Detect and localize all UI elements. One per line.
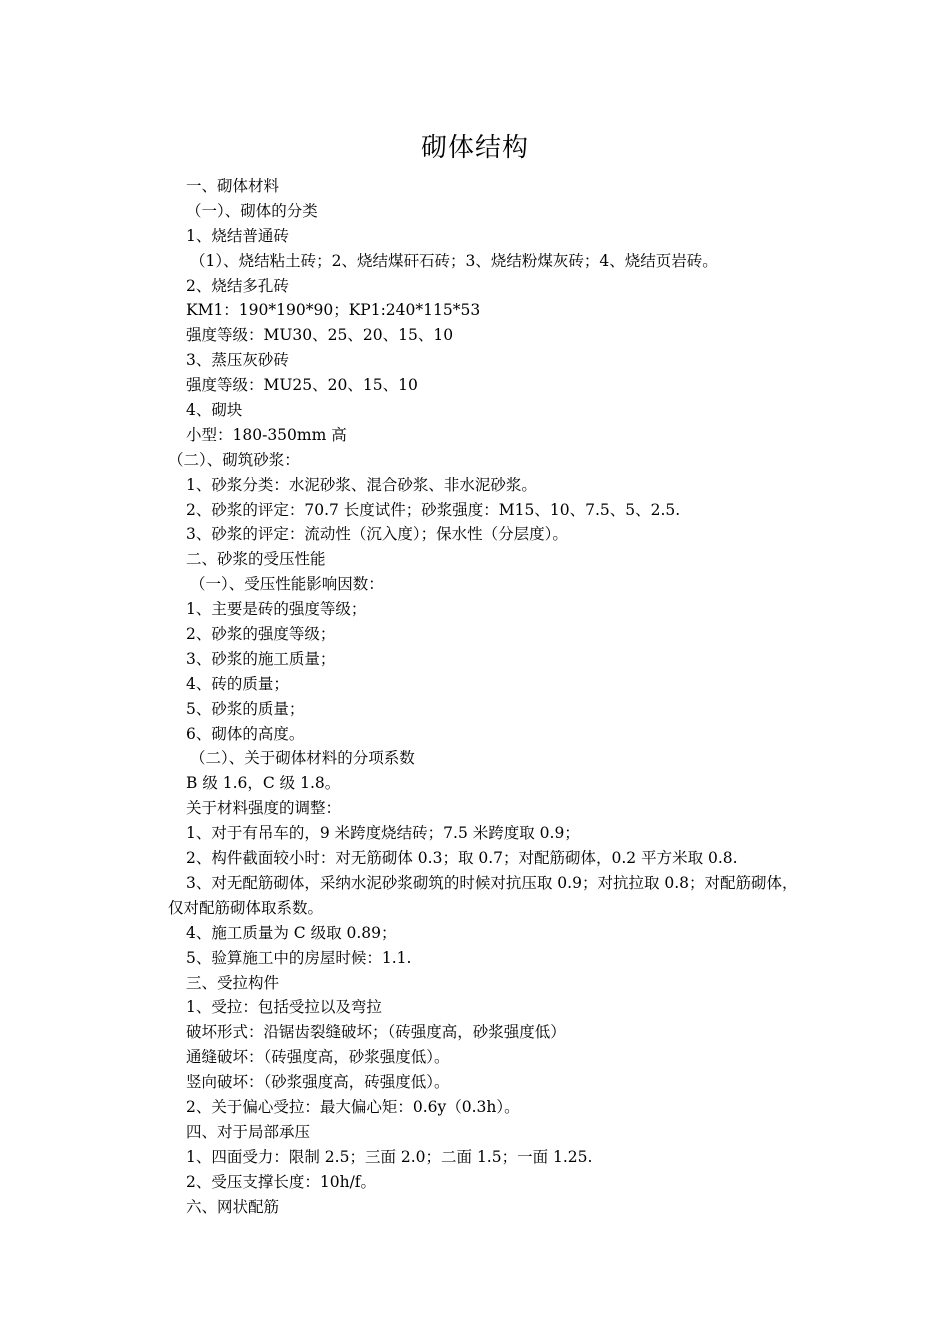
body-line: 1、砂浆分类：水泥砂浆、混合砂浆、非水泥砂浆。 — [186, 475, 537, 494]
body-line: 关于材料强度的调整： — [186, 799, 342, 818]
section-heading: 二、砂浆的受压性能 — [186, 550, 326, 569]
body-line: 4、施工质量为 C 级取 0.89； — [186, 923, 397, 942]
body-line: 2、砂浆的强度等级； — [186, 625, 336, 644]
body-line: 强度等级：MU25、20、15、10 — [186, 376, 418, 395]
section-heading: 六、网状配筋 — [186, 1197, 280, 1216]
body-line: 2、关于偏心受拉：最大偏心矩：0.6y（0.3h）。 — [186, 1097, 520, 1116]
body-line: 2、烧结多孔砖 — [186, 276, 289, 295]
body-line: 1、对于有吊车的，9 米跨度烧结砖；7.5 米跨度取 0.9； — [186, 824, 580, 843]
body-line: 3、砂浆的施工质量； — [186, 649, 336, 668]
body-line: 4、砌块 — [186, 401, 243, 420]
body-line: 小型：180-350mm 高 — [186, 425, 347, 444]
body-line: 强度等级：MU30、25、20、15、10 — [186, 326, 454, 345]
body-line: 2、砂浆的评定：70.7 长度试件；砂浆强度：M15、10、7.5、5、2.5. — [186, 500, 681, 519]
subsection-heading: （一）、砌体的分类 — [186, 201, 318, 220]
body-line: 通缝破坏：（砖强度高，砂浆强度低）。 — [186, 1048, 450, 1067]
body-line: 1、主要是砖的强度等级； — [186, 600, 367, 619]
subsection-heading: （一）、受压性能影响因数： — [190, 575, 384, 594]
document-body — [168, 174, 813, 1219]
section-heading: 四、对于局部承压 — [186, 1122, 311, 1141]
body-line: 3、砂浆的评定：流动性（沉入度）；保水性（分层度）。 — [186, 525, 568, 544]
body-line: 1、受拉：包括受拉以及弯拉 — [186, 998, 382, 1017]
body-line: 2、受压支撑长度：10h/f。 — [186, 1172, 377, 1191]
section-heading: 三、受拉构件 — [186, 973, 280, 992]
body-line: 4、砖的质量； — [186, 674, 289, 693]
section-heading: 一、砌体材料 — [186, 177, 280, 195]
body-line: 竖向破坏：（砂浆强度高，砖强度低）。 — [186, 1073, 450, 1092]
body-line: 3、蒸压灰砂砖 — [186, 351, 289, 370]
body-line: B 级 1.6，C 级 1.8。 — [186, 774, 341, 793]
body-line: 5、砂浆的质量； — [186, 699, 305, 718]
body-paragraph: 3、对无配筋砌体，采纳水泥砂浆砌筑的时候对抗压取 0.9；对抗拉取 0.8；对配筋砌体，仅对配筋砌体取系数。 — [168, 873, 798, 917]
body-line: 破坏形式：沿锯齿裂缝破坏；（砖强度高，砂浆强度低） — [186, 1023, 566, 1042]
subsection-heading: （二）、关于砌体材料的分项系数 — [190, 749, 415, 768]
body-line: （1）、烧结粘土砖；2、烧结煤矸石砖；3、烧结粉煤灰砖；4、烧结页岩砖。 — [190, 251, 718, 270]
body-line: 2、构件截面较小时：对无筋砌体 0.3；取 0.7；对配筋砌体，0.2 平方米取 0.8. — [186, 849, 738, 868]
body-line: 5、验算施工中的房屋时候：1.1. — [186, 948, 412, 967]
body-line: 1、四面受力：限制 2.5；三面 2.0；二面 1.5；一面 1.25. — [186, 1147, 593, 1166]
document-title: 砌体结构 — [420, 133, 529, 163]
subsection-heading: （二）、砌筑砂浆： — [168, 450, 300, 469]
body-line: 6、砌体的高度。 — [186, 724, 305, 743]
body-line: 1、烧结普通砖 — [186, 226, 289, 245]
body-line: KM1：190*190*90；KP1:240*115*53 — [186, 301, 481, 320]
